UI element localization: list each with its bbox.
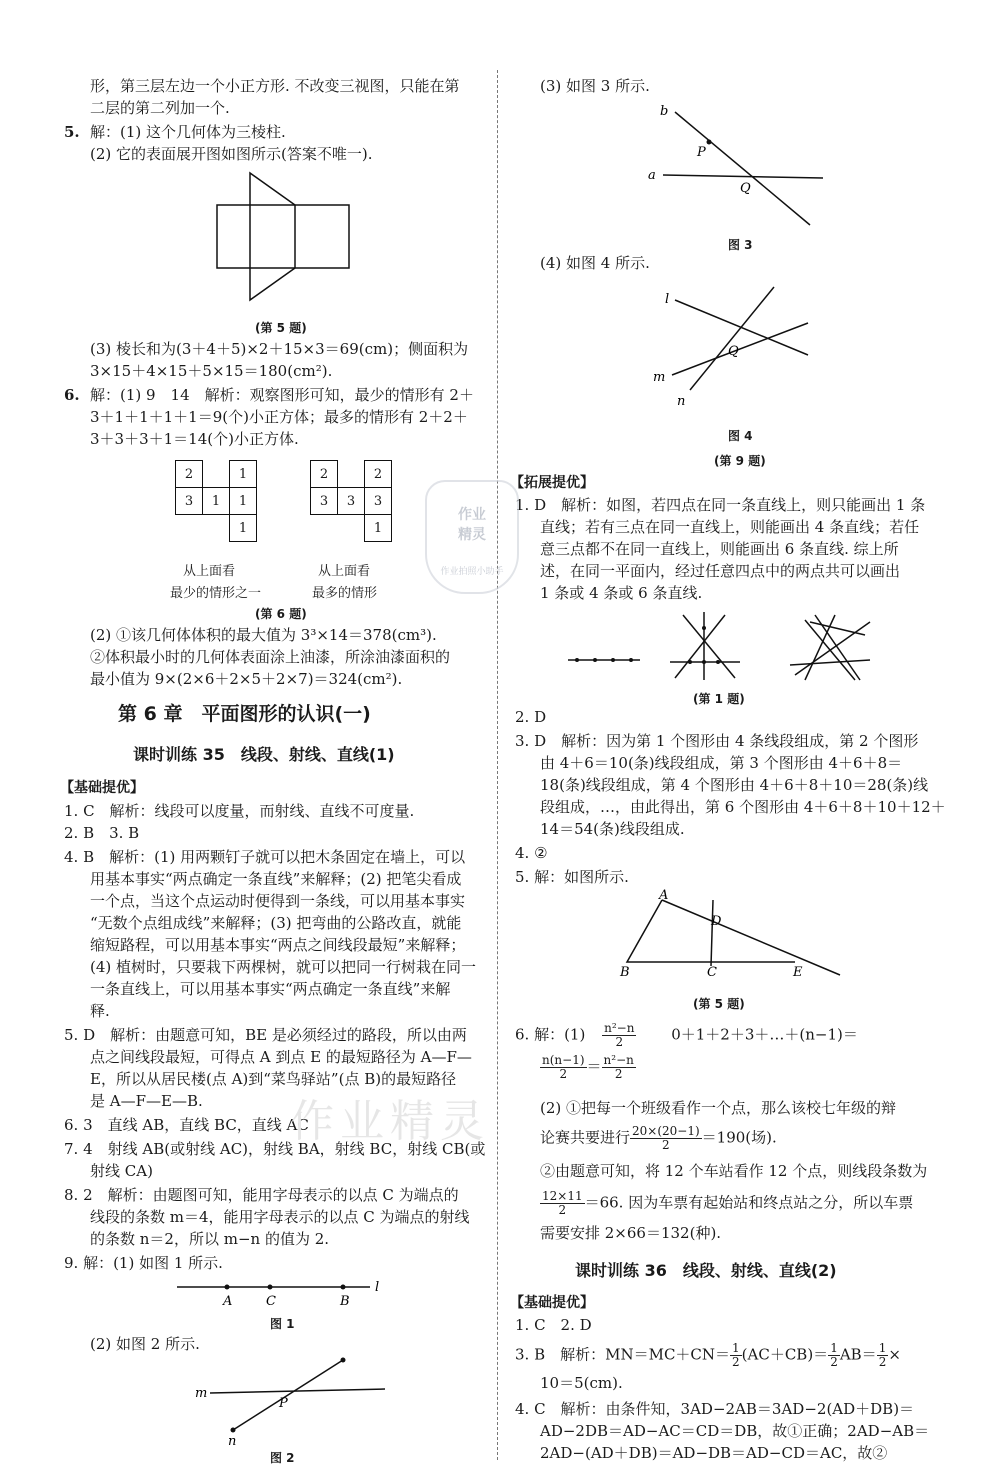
- figure-2-lines: [195, 1355, 395, 1449]
- point-label: C: [707, 965, 717, 980]
- text-line: 4. ②: [515, 844, 548, 862]
- text-line: 最小值为 9×(2×6＋2×5＋2×7)＝324(cm²).: [90, 670, 403, 688]
- text-line: (4) 植树时，只要栽下两棵树，就可以把同一行树栽在同一: [90, 958, 477, 976]
- line-label: n: [228, 1434, 237, 1449]
- figure-caption: 图 1: [270, 1317, 295, 1331]
- text-line: 射线 CA): [90, 1162, 153, 1180]
- text-line: 由 4＋6＝10(条)线段组成，第 3 个图形由 4＋6＋8＝: [540, 754, 903, 772]
- point-label: D: [711, 914, 722, 929]
- top-view-grid-max: [310, 460, 392, 542]
- top-view-grid-min: [175, 460, 257, 542]
- point-label: Q: [728, 344, 739, 359]
- line-label: m: [653, 370, 666, 385]
- grid-cell: 3: [311, 488, 338, 515]
- fraction: $\frac{\text{n²−n}}{2}$: [603, 1053, 634, 1081]
- text-line: (2) 它的表面展开图如图所示(答案不唯一).: [90, 145, 373, 163]
- text-line: 14＝54(条)线段组成.: [540, 820, 685, 838]
- text-line: (3) 棱长和为(3＋4＋5)×2＋15×3＝69(cm)；侧面积为: [90, 340, 469, 358]
- fraction: $\frac{1}{2}$: [878, 1341, 887, 1369]
- text-line: 释.: [90, 1002, 110, 1020]
- figure-caption: 图 4: [728, 429, 753, 443]
- point-label: A: [659, 888, 669, 903]
- text-line: 1. C 2. D: [515, 1316, 592, 1334]
- text-line: 2. B 3. B: [64, 824, 140, 842]
- figure-caption: (第 9 题): [714, 454, 766, 468]
- text-line: 一条直线上，可以用基本事实“两点确定一条直线”来解: [90, 980, 451, 998]
- text-line: 意三点都不在同一直线上，则能画出 6 条直线. 综上所: [540, 540, 899, 558]
- extension-1-figures: [565, 610, 885, 685]
- section-tag: 【基础提优】: [510, 1295, 594, 1311]
- grid-caption: 最少的情形之一: [170, 586, 262, 601]
- section-tag: 【拓展提优】: [510, 475, 594, 491]
- text-line: 用基本事实“两点确定一条直线”来解释；(2) 把笔尖看成: [90, 870, 462, 888]
- figure-caption: (第 1 题): [693, 692, 745, 706]
- grid-caption: 最多的情形: [312, 586, 378, 601]
- figure-caption: (第 5 题): [255, 321, 307, 335]
- text-line: 4. C 解析：由条件知，3AD−2AB＝3AD−2(AD＋DB)＝: [515, 1400, 915, 1418]
- grid-caption: 从上面看: [318, 564, 371, 579]
- text-line: E，所以从居民楼(点 A)到“菜鸟驿站”(点 B)的最短路径: [90, 1070, 457, 1088]
- text-line: 直线；若有三点在同一直线上，则能画出 4 条直线；若任: [540, 518, 920, 536]
- grid-cell: 1: [203, 488, 230, 515]
- fraction: $\frac{20\times(20-1)}{2}$: [632, 1124, 700, 1152]
- point-label: E: [793, 965, 803, 980]
- text-line: 6. 3 直线 AB，直线 BC，直线 AC: [64, 1116, 309, 1134]
- point-label: B: [340, 1294, 350, 1309]
- fraction: $\frac{12\times 11}{2}$: [542, 1189, 583, 1217]
- text-line: 解：(1) 这个几何体为三棱柱.: [90, 123, 286, 141]
- grid-cell: 2: [176, 461, 203, 488]
- text-fragment: 6. 解：(1): [515, 1025, 586, 1044]
- text-line: 需要安排 2×66＝132(种).: [540, 1224, 722, 1242]
- text-line: 3×15＋4×15＋5×15＝180(cm²).: [90, 362, 333, 380]
- text-line: (3) 如图 3 所示.: [540, 77, 650, 95]
- text-line: 述，在同一平面内，经过任意四点中的两点共可以画出: [540, 562, 901, 580]
- text-line: 5. D 解析：由题意可知，BE 是必须经过的路段，所以由两: [64, 1026, 467, 1044]
- text-line: 1. D 解析：如图，若四点在同一条直线上，则只能画出 1 条: [515, 496, 926, 514]
- point-label: C: [266, 1294, 276, 1309]
- fraction: $\frac{n(n-1)}{2}$: [542, 1053, 585, 1081]
- prism-net-figure: [215, 170, 355, 305]
- text-line: (2) ①把每一个班级看作一个点，那么该校七年级的辩: [540, 1099, 897, 1117]
- lesson-title: 课时训练 35 线段、射线、直线(1): [133, 745, 395, 764]
- text-line: 10＝5(cm).: [540, 1374, 623, 1392]
- text-line: 二层的第二列加一个.: [90, 99, 230, 117]
- text-line: 18(条)线段组成，第 4 个图形由 4＋6＋8＋10＝28(条)线: [540, 776, 929, 794]
- text-line: 形，第三层左边一个小正方形. 不改变三视图，只能在第: [90, 77, 460, 95]
- text-line: 1. C 解析：线段可以度量，而射线、直线不可度量.: [64, 802, 415, 820]
- point-label: P: [279, 1396, 288, 1411]
- text-line: 的条数 n＝2，所以 m−n 的值为 2.: [90, 1230, 330, 1248]
- text-line: 2AD−(AD＋DB)＝AD−DB＝AD−CD＝AC，故②: [540, 1444, 888, 1462]
- text-line: 9. 解：(1) 如图 1 所示.: [64, 1254, 223, 1272]
- text-line: 3＋1＋1＋1＋1＝9(个)小正方体；最多的情形有 2＋2＋: [90, 408, 468, 426]
- text-line: 论赛共要进行 $\frac{20\times(20-1)}{2}$ ＝190(场).: [540, 1124, 777, 1152]
- text-line: 7. 4 射线 AB(或射线 AC)，射线 BA，射线 BC，射线 CB(或: [64, 1140, 486, 1158]
- section-tag: 【基础提优】: [60, 780, 144, 796]
- text-line: ②由题意可知，将 12 个车站看作 12 个点，则线段条数为: [540, 1162, 928, 1180]
- figure-1-line: [175, 1278, 390, 1308]
- point-label: Q: [740, 181, 751, 196]
- grid-cell: 3: [365, 488, 392, 515]
- text-line: 4. B 解析：(1) 用两颗钉子就可以把木条固定在墙上，可以: [64, 848, 466, 866]
- figure-4-lines: [650, 285, 830, 410]
- point-label: A: [223, 1294, 233, 1309]
- lesson-title: 课时训练 36 线段、射线、直线(2): [575, 1261, 837, 1280]
- text-fragment: 0＋1＋2＋3＋…＋(n−1)＝: [671, 1025, 858, 1044]
- text-line: “无数个点组成线”来解释；(3) 把弯曲的公路改直，就能: [90, 914, 462, 932]
- point-label: P: [697, 145, 706, 160]
- chapter-title: 第 6 章 平面图形的认识(一): [118, 703, 371, 725]
- text-line: (2) ①该几何体体积的最大值为 3³×14＝378(cm³).: [90, 626, 437, 644]
- grid-cell: 3: [176, 488, 203, 515]
- text-line: 2. D: [515, 708, 547, 726]
- point-label: B: [620, 965, 630, 980]
- figure-caption: 图 2: [270, 1451, 295, 1465]
- text-line: (2) 如图 2 所示.: [90, 1335, 200, 1353]
- text-line: 5. 解：如图所示.: [515, 868, 629, 886]
- text-line: 1 条或 4 条或 6 条直线.: [540, 584, 703, 602]
- text-line: 缩短路程，可以用基本事实“两点之间线段最短”来解释；: [90, 936, 466, 954]
- line-label: n: [677, 394, 686, 409]
- text-line: ②体积最小时的几何体表面涂上油漆，所涂油漆面积的: [90, 648, 451, 666]
- grid-caption: 从上面看: [183, 564, 236, 579]
- text-line: 是 A—F—E—B.: [90, 1092, 203, 1110]
- text-line: 线段的条数 m＝4，能用字母表示的以点 C 为端点的射线: [90, 1208, 470, 1226]
- text-line: 一个点，当这个点运动时便得到一条线，可以用基本事实: [90, 892, 466, 910]
- text-line: 段组成，…，由此得出，第 6 个图形由 4＋6＋8＋10＋12＋: [540, 798, 946, 816]
- grid-cell: 1: [230, 515, 257, 542]
- grid-cell: 3: [338, 488, 365, 515]
- text-line: 点之间线段最短，可得点 A 到点 E 的最短路径为 A—F—: [90, 1048, 472, 1066]
- extension-5-figure: [615, 890, 850, 980]
- figure-3-lines: [645, 100, 835, 230]
- line-label: l: [375, 1280, 380, 1295]
- column-divider: [497, 70, 498, 1460]
- grid-cell: 2: [311, 461, 338, 488]
- text-line: 解：(1) 9 14 解析：观察图形可知，最少的情形有 2＋: [90, 386, 474, 404]
- text-line: $\frac{n(n-1)}{2}$ ＝ $\frac{\text{n²−n}}{2}$: [542, 1053, 634, 1081]
- figure-caption: 图 3: [728, 238, 753, 252]
- fraction: $\frac{1}{2}$: [732, 1341, 740, 1369]
- stamp-logo: 作业 精灵 作业拍照小助手: [425, 480, 519, 594]
- figure-caption: (第 6 题): [255, 607, 307, 621]
- question-number: 5.: [64, 123, 80, 141]
- text-line: AD−2DB＝AD−AC＝CD＝DB，故①正确；2AD−AB＝: [540, 1422, 930, 1440]
- line-label: b: [660, 104, 669, 119]
- question-number: 6.: [64, 386, 80, 404]
- grid-cell: 1: [365, 515, 392, 542]
- grid-cell: 1: [230, 461, 257, 488]
- text-line: [515, 1022, 858, 1049]
- text-line: $\frac{12\times 11}{2}$ ＝66. 因为车票有起始站和终点站之分，所以车票: [542, 1189, 914, 1217]
- line-label: a: [648, 168, 656, 183]
- text-line: 3＋3＋3＋1＝14(个)小正方体.: [90, 430, 299, 448]
- text-line: 3. D 解析：因为第 1 个图形由 4 条线段组成，第 2 个图形: [515, 732, 919, 750]
- text-line: 8. 2 解析：由题图可知，能用字母表示的以点 C 为端点的: [64, 1186, 459, 1204]
- figure-caption: (第 5 题): [693, 997, 745, 1011]
- line-label: m: [195, 1386, 208, 1401]
- text-line: (4) 如图 4 所示.: [540, 254, 650, 272]
- fraction: $\frac{\text{n²−n}}{2}$: [604, 1021, 635, 1049]
- watermark-text: 作业精灵: [290, 1096, 490, 1147]
- line-label: l: [665, 292, 670, 307]
- text-line: 3. B 解析：MN＝MC＋CN＝ $\frac{1}{2}$ (AC＋CB)＝ $\frac{1}{2}$ AB＝ $\frac{1}{2}$ ×: [515, 1341, 901, 1369]
- grid-cell: 1: [230, 488, 257, 515]
- fraction: $\frac{1}{2}$: [830, 1341, 838, 1369]
- grid-cell: 2: [365, 461, 392, 488]
